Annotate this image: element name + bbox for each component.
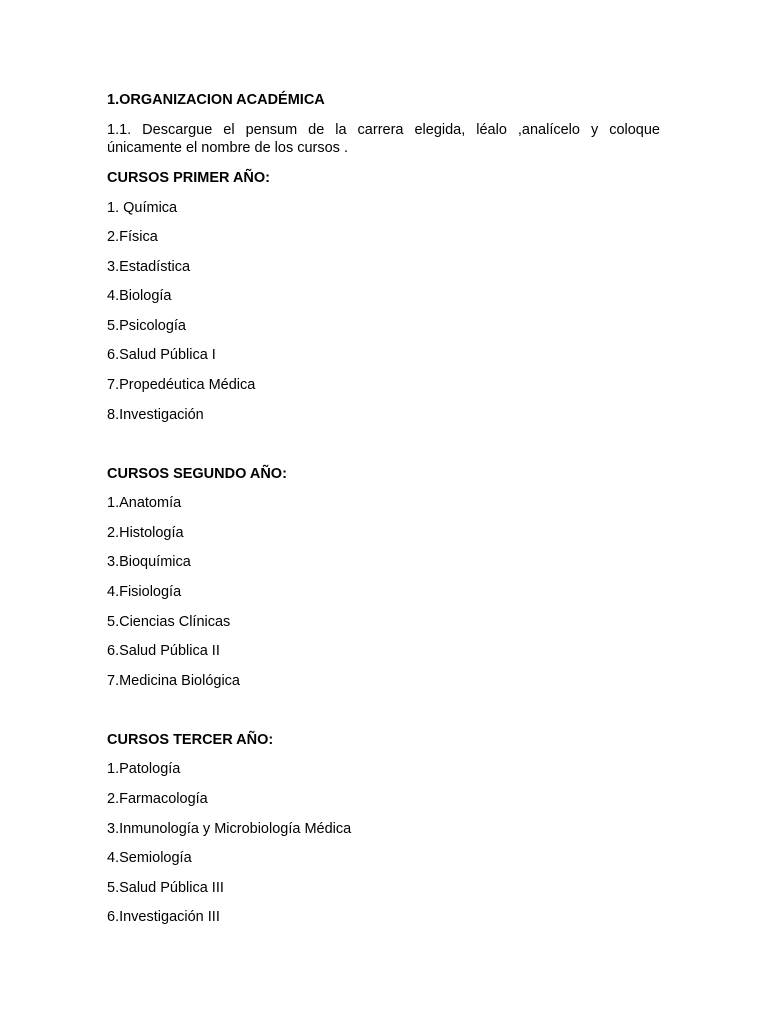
- course-item: 5.Salud Pública III: [107, 879, 224, 896]
- course-item: 5.Psicología: [107, 317, 186, 334]
- course-item: 2.Física: [107, 229, 158, 246]
- document-content: [107, 91, 660, 938]
- course-list: [107, 494, 660, 690]
- section-heading: CURSOS SEGUNDO AÑO:: [107, 465, 287, 482]
- course-item: 8.Investigación: [107, 406, 204, 423]
- section-spacer: [107, 701, 660, 731]
- course-item: 5.Ciencias Clínicas: [107, 613, 231, 630]
- course-item: 4.Fisiología: [107, 584, 182, 601]
- course-item: 3.Bioquímica: [107, 554, 191, 571]
- course-item: 1. Química: [107, 199, 178, 216]
- course-item: 6.Salud Pública II: [107, 643, 220, 660]
- section-third-year: [107, 731, 660, 926]
- course-item: 6.Investigación III: [107, 909, 220, 926]
- course-list: [107, 199, 660, 424]
- course-item: 6.Salud Pública I: [107, 347, 216, 364]
- course-item: 1.Patología: [107, 761, 181, 778]
- course-item: 2.Farmacología: [107, 791, 208, 807]
- section-heading: CURSOS PRIMER AÑO:: [107, 170, 270, 186]
- section-first-year: [107, 169, 660, 424]
- course-item: 1.Anatomía: [107, 495, 182, 512]
- course-item: 2.Histología: [107, 524, 184, 541]
- instruction-paragraph: 1.1. Descargue el pensum de la carrera elegida, léalo ,analícelo y coloque únicamente el nombre de los cursos .: [107, 122, 660, 156]
- course-list: [107, 760, 660, 926]
- document-title: 1.ORGANIZACION ACADÉMICA: [107, 92, 325, 108]
- course-item: 7.Medicina Biológica: [107, 672, 240, 689]
- course-item: 4.Semiología: [107, 850, 192, 867]
- course-item: 3.Estadística: [107, 258, 191, 275]
- section-spacer: [107, 435, 660, 465]
- course-item: 4.Biología: [107, 288, 172, 305]
- section-second-year: [107, 465, 660, 690]
- course-item: 3.Inmunología y Microbiología Médica: [107, 820, 352, 837]
- section-heading: CURSOS TERCER AÑO:: [107, 731, 274, 748]
- course-item: 7.Propedéutica Médica: [107, 377, 256, 394]
